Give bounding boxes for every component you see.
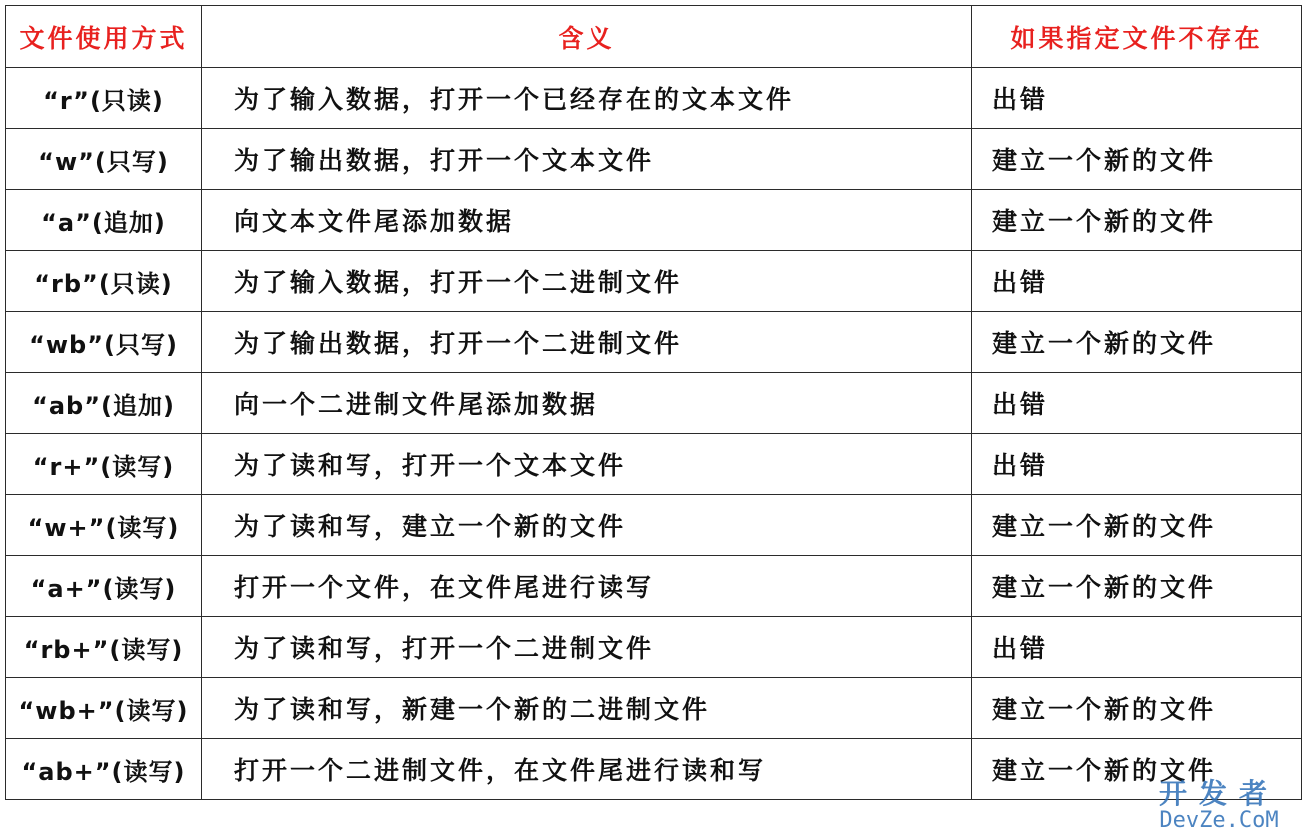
meaning-cell: 为了输出数据，打开一个二进制文件 (202, 312, 972, 373)
site-watermark (1139, 777, 1299, 836)
if-missing-cell: 出错 (972, 373, 1302, 434)
header-meaning: 含义 (202, 6, 972, 68)
if-missing-cell: 出错 (972, 68, 1302, 129)
table-row (6, 739, 1302, 800)
watermark-bottom-text: DevZe.CoM (1159, 808, 1279, 833)
table-row (6, 495, 1302, 556)
table-row (6, 556, 1302, 617)
if-missing-cell: 建立一个新的文件 (972, 739, 1302, 800)
if-missing-cell: 建立一个新的文件 (972, 495, 1302, 556)
if-missing-cell: 建立一个新的文件 (972, 556, 1302, 617)
if-missing-cell: 出错 (972, 251, 1302, 312)
file-mode-table (5, 5, 1302, 800)
if-missing-cell: 建立一个新的文件 (972, 678, 1302, 739)
mode-cell: “a+”(读写) (6, 556, 202, 617)
header-mode: 文件使用方式 (6, 6, 202, 68)
mode-cell: “rb”(只读) (6, 251, 202, 312)
meaning-cell: 向文本文件尾添加数据 (202, 190, 972, 251)
header-if-missing: 如果指定文件不存在 (972, 6, 1302, 68)
if-missing-cell: 建立一个新的文件 (972, 129, 1302, 190)
if-missing-cell: 建立一个新的文件 (972, 312, 1302, 373)
meaning-cell: 为了输入数据，打开一个已经存在的文本文件 (202, 68, 972, 129)
if-missing-cell: 出错 (972, 434, 1302, 495)
if-missing-cell: 出错 (972, 617, 1302, 678)
meaning-cell: 为了读和写，新建一个新的二进制文件 (202, 678, 972, 739)
table-row (6, 129, 1302, 190)
table-row (6, 434, 1302, 495)
table-header-row (6, 6, 1302, 68)
mode-cell: “a”(追加) (6, 190, 202, 251)
table-row (6, 190, 1302, 251)
mode-cell: “r”(只读) (6, 68, 202, 129)
table-row (6, 251, 1302, 312)
mode-cell: “wb+”(读写) (6, 678, 202, 739)
meaning-cell: 为了读和写，建立一个新的文件 (202, 495, 972, 556)
table-row (6, 68, 1302, 129)
mode-cell: “rb+”(读写) (6, 617, 202, 678)
meaning-cell: 打开一个二进制文件，在文件尾进行读和写 (202, 739, 972, 800)
meaning-cell: 打开一个文件，在文件尾进行读写 (202, 556, 972, 617)
mode-cell: “w+”(读写) (6, 495, 202, 556)
watermark-top-text: 开发者 (1158, 777, 1279, 810)
mode-cell: “ab”(追加) (6, 373, 202, 434)
table-row (6, 678, 1302, 739)
table-row (6, 617, 1302, 678)
table-row (6, 312, 1302, 373)
mode-cell: “ab+”(读写) (6, 739, 202, 800)
meaning-cell: 为了输入数据，打开一个二进制文件 (202, 251, 972, 312)
table-row (6, 373, 1302, 434)
mode-cell: “r+”(读写) (6, 434, 202, 495)
meaning-cell: 为了读和写，打开一个文本文件 (202, 434, 972, 495)
meaning-cell: 为了读和写，打开一个二进制文件 (202, 617, 972, 678)
meaning-cell: 为了输出数据，打开一个文本文件 (202, 129, 972, 190)
mode-cell: “wb”(只写) (6, 312, 202, 373)
if-missing-cell: 建立一个新的文件 (972, 190, 1302, 251)
meaning-cell: 向一个二进制文件尾添加数据 (202, 373, 972, 434)
mode-cell: “w”(只写) (6, 129, 202, 190)
